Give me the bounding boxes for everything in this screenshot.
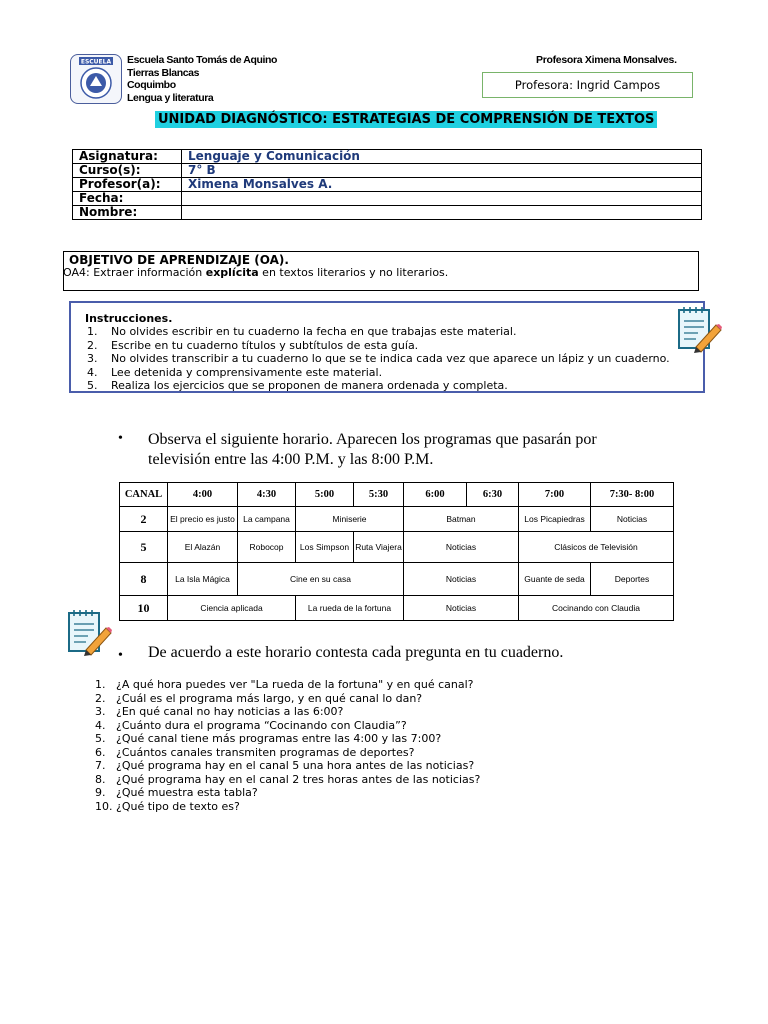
question-text: ¿Cuál es el programa más largo, y en qué canal lo dan? — [116, 691, 423, 705]
question-number: 1. — [95, 678, 106, 691]
school-name: Escuela Santo Tomás de Aquino — [127, 54, 278, 66]
item-number: 5. — [87, 379, 98, 393]
info-value[interactable]: 7° B — [182, 164, 702, 178]
program-cell: El Alazán — [168, 532, 238, 563]
question-number: 6. — [95, 745, 106, 759]
program-cell: El precio es justo — [168, 507, 238, 532]
table-row — [120, 507, 674, 532]
program-cell: La campana — [238, 507, 296, 532]
questions-list — [95, 678, 480, 813]
objective-text-start: OA4: Extraer información — [63, 266, 206, 279]
question-number: 8. — [95, 772, 106, 786]
schedule-intro — [148, 430, 597, 470]
bullet: • — [118, 648, 123, 663]
objective-text-end: en textos literarios y no literarios. — [258, 266, 449, 279]
column-header: 4:30 — [238, 483, 296, 507]
question-number: 3. — [95, 705, 106, 718]
info-value[interactable]: Lenguaje y Comunicación — [182, 150, 702, 164]
schedule-intro-line-2: televisión entre las 4:00 P.M. y las 8:00 P.M. — [148, 451, 434, 468]
question-number: 9. — [95, 786, 106, 799]
school-town: Tierras Blancas — [127, 66, 200, 79]
item-text: Escribe en tu cuaderno títulos y subtítulos de esta guía. — [111, 338, 419, 352]
question-number: 10. — [95, 799, 113, 813]
list-item — [95, 692, 480, 706]
item-number: 1. — [87, 325, 98, 338]
program-cell: Los Picapiedras — [519, 507, 591, 532]
question-number: 2. — [95, 691, 106, 705]
column-header: 6:30 — [467, 483, 519, 507]
program-cell: Ruta Viajera — [354, 532, 404, 563]
list-item — [95, 705, 480, 719]
question-text: ¿Qué muestra esta tabla? — [116, 786, 258, 799]
program-cell: Deportes — [591, 563, 674, 596]
school-logo — [70, 54, 122, 104]
question-number: 4. — [95, 718, 106, 732]
question-number: 5. — [95, 732, 106, 745]
program-cell: Los Simpson — [296, 532, 354, 563]
list-item — [95, 732, 480, 746]
info-table — [72, 149, 702, 220]
program-cell: Noticias — [404, 563, 519, 596]
item-text: Lee detenida y comprensivamente este material. — [111, 365, 383, 379]
instructions-title: Instrucciones. — [85, 312, 173, 325]
objective-text — [63, 266, 448, 279]
item-number: 4. — [87, 365, 98, 379]
schedule-table — [119, 482, 674, 621]
program-cell: Guante de seda — [519, 563, 591, 596]
schedule-intro-line-1: Observa el siguiente horario. Aparecen los programas que pasarán por — [148, 431, 597, 448]
channel-cell: 2 — [120, 507, 168, 532]
question-text: ¿A qué hora puedes ver "La rueda de la fortuna" y en qué canal? — [116, 678, 474, 691]
teacher-box: Profesora: Ingrid Campos — [482, 72, 693, 98]
item-text: No olvides transcribir a tu cuaderno lo que se te indica cada vez que aparece un lápiz y un cuaderno. — [111, 352, 670, 366]
objective-text-bold: explícita — [205, 266, 259, 279]
program-cell: La Isla Mágica — [168, 563, 238, 596]
question-text: ¿Qué canal tiene más programas entre las 4:00 y las 7:00? — [116, 732, 442, 745]
list-item — [87, 325, 670, 339]
list-item — [95, 746, 480, 760]
item-text: No olvides escribir en tu cuaderno la fecha en que trabajas este material. — [111, 325, 517, 338]
instructions-list — [87, 325, 670, 393]
list-item — [95, 786, 480, 800]
notebook-pencil-icon — [676, 305, 722, 353]
table-row — [120, 563, 674, 596]
table-row — [73, 164, 702, 178]
list-item — [87, 366, 670, 380]
column-header: 4:00 — [168, 483, 238, 507]
column-header: 6:00 — [404, 483, 467, 507]
program-cell: Noticias — [591, 507, 674, 532]
column-header: 7:00 — [519, 483, 591, 507]
list-item — [95, 759, 480, 773]
table-row — [73, 206, 702, 220]
notebook-pencil-icon — [66, 608, 112, 656]
info-value[interactable]: Ximena Monsalves A. — [182, 178, 702, 192]
school-info — [127, 54, 277, 104]
column-header: CANAL — [120, 483, 168, 507]
table-row — [73, 178, 702, 192]
question-text: ¿Qué tipo de texto es? — [116, 799, 240, 813]
school-city: Coquimbo — [127, 79, 176, 92]
channel-cell: 8 — [120, 563, 168, 596]
column-header: 7:30- 8:00 — [591, 483, 674, 507]
question-text: ¿En qué canal no hay noticias a las 6:00? — [116, 705, 344, 718]
date-field[interactable] — [182, 192, 702, 206]
info-label: Fecha: — [73, 192, 182, 206]
table-row — [73, 150, 702, 164]
program-cell: Cocinando con Claudia — [519, 596, 674, 621]
channel-cell: 5 — [120, 532, 168, 563]
questions-intro: De acuerdo a este horario contesta cada pregunta en tu cuaderno. — [148, 644, 564, 661]
program-cell: Ciencia aplicada — [168, 596, 296, 621]
question-number: 7. — [95, 759, 106, 772]
program-cell: Cine en su casa — [238, 563, 404, 596]
bullet: • — [118, 431, 123, 446]
info-label: Asignatura: — [73, 150, 182, 164]
list-item — [95, 773, 480, 787]
list-item — [95, 800, 480, 814]
objective-title: OBJETIVO DE APRENDIZAJE (OA). — [69, 253, 289, 267]
list-item — [95, 678, 480, 692]
item-number: 2. — [87, 338, 98, 352]
item-text: Realiza los ejercicios que se proponen de manera ordenada y completa. — [111, 379, 508, 393]
item-number: 3. — [87, 352, 98, 366]
table-row — [120, 532, 674, 563]
question-text: ¿Qué programa hay en el canal 5 una hora antes de las noticias? — [116, 759, 475, 772]
program-cell: Noticias — [404, 596, 519, 621]
unit-title: UNIDAD DIAGNÓSTICO: ESTRATEGIAS DE COMPRENSIÓN DE TEXTOS — [155, 111, 657, 128]
question-text: ¿Cuántos canales transmiten programas de deportes? — [116, 745, 415, 759]
program-cell: Miniserie — [296, 507, 404, 532]
list-item — [95, 719, 480, 733]
name-field[interactable] — [182, 206, 702, 220]
table-header-row — [120, 483, 674, 507]
channel-cell: 10 — [120, 596, 168, 621]
school-crest-icon — [71, 55, 121, 103]
question-text: ¿Cuánto dura el programa “Cocinando con Claudia”? — [116, 718, 407, 732]
column-header: 5:30 — [354, 483, 404, 507]
table-row — [120, 596, 674, 621]
teacher-top: Profesora Ximena Monsalves. — [536, 54, 677, 66]
info-label: Nombre: — [73, 206, 182, 220]
table-row — [73, 192, 702, 206]
program-cell: Batman — [404, 507, 519, 532]
list-item — [87, 339, 670, 353]
program-cell: Noticias — [404, 532, 519, 563]
list-item — [87, 352, 670, 366]
info-label: Curso(s): — [73, 164, 182, 178]
question-text: ¿Qué programa hay en el canal 2 tres horas antes de las noticias? — [116, 772, 481, 786]
info-label: Profesor(a): — [73, 178, 182, 192]
program-cell: Robocop — [238, 532, 296, 563]
program-cell: La rueda de la fortuna — [296, 596, 404, 621]
school-subject: Lengua y literatura — [127, 91, 214, 104]
list-item — [87, 379, 670, 393]
column-header: 5:00 — [296, 483, 354, 507]
program-cell: Clásicos de Televisión — [519, 532, 674, 563]
svg-text:ESCUELA: ESCUELA — [80, 58, 112, 66]
